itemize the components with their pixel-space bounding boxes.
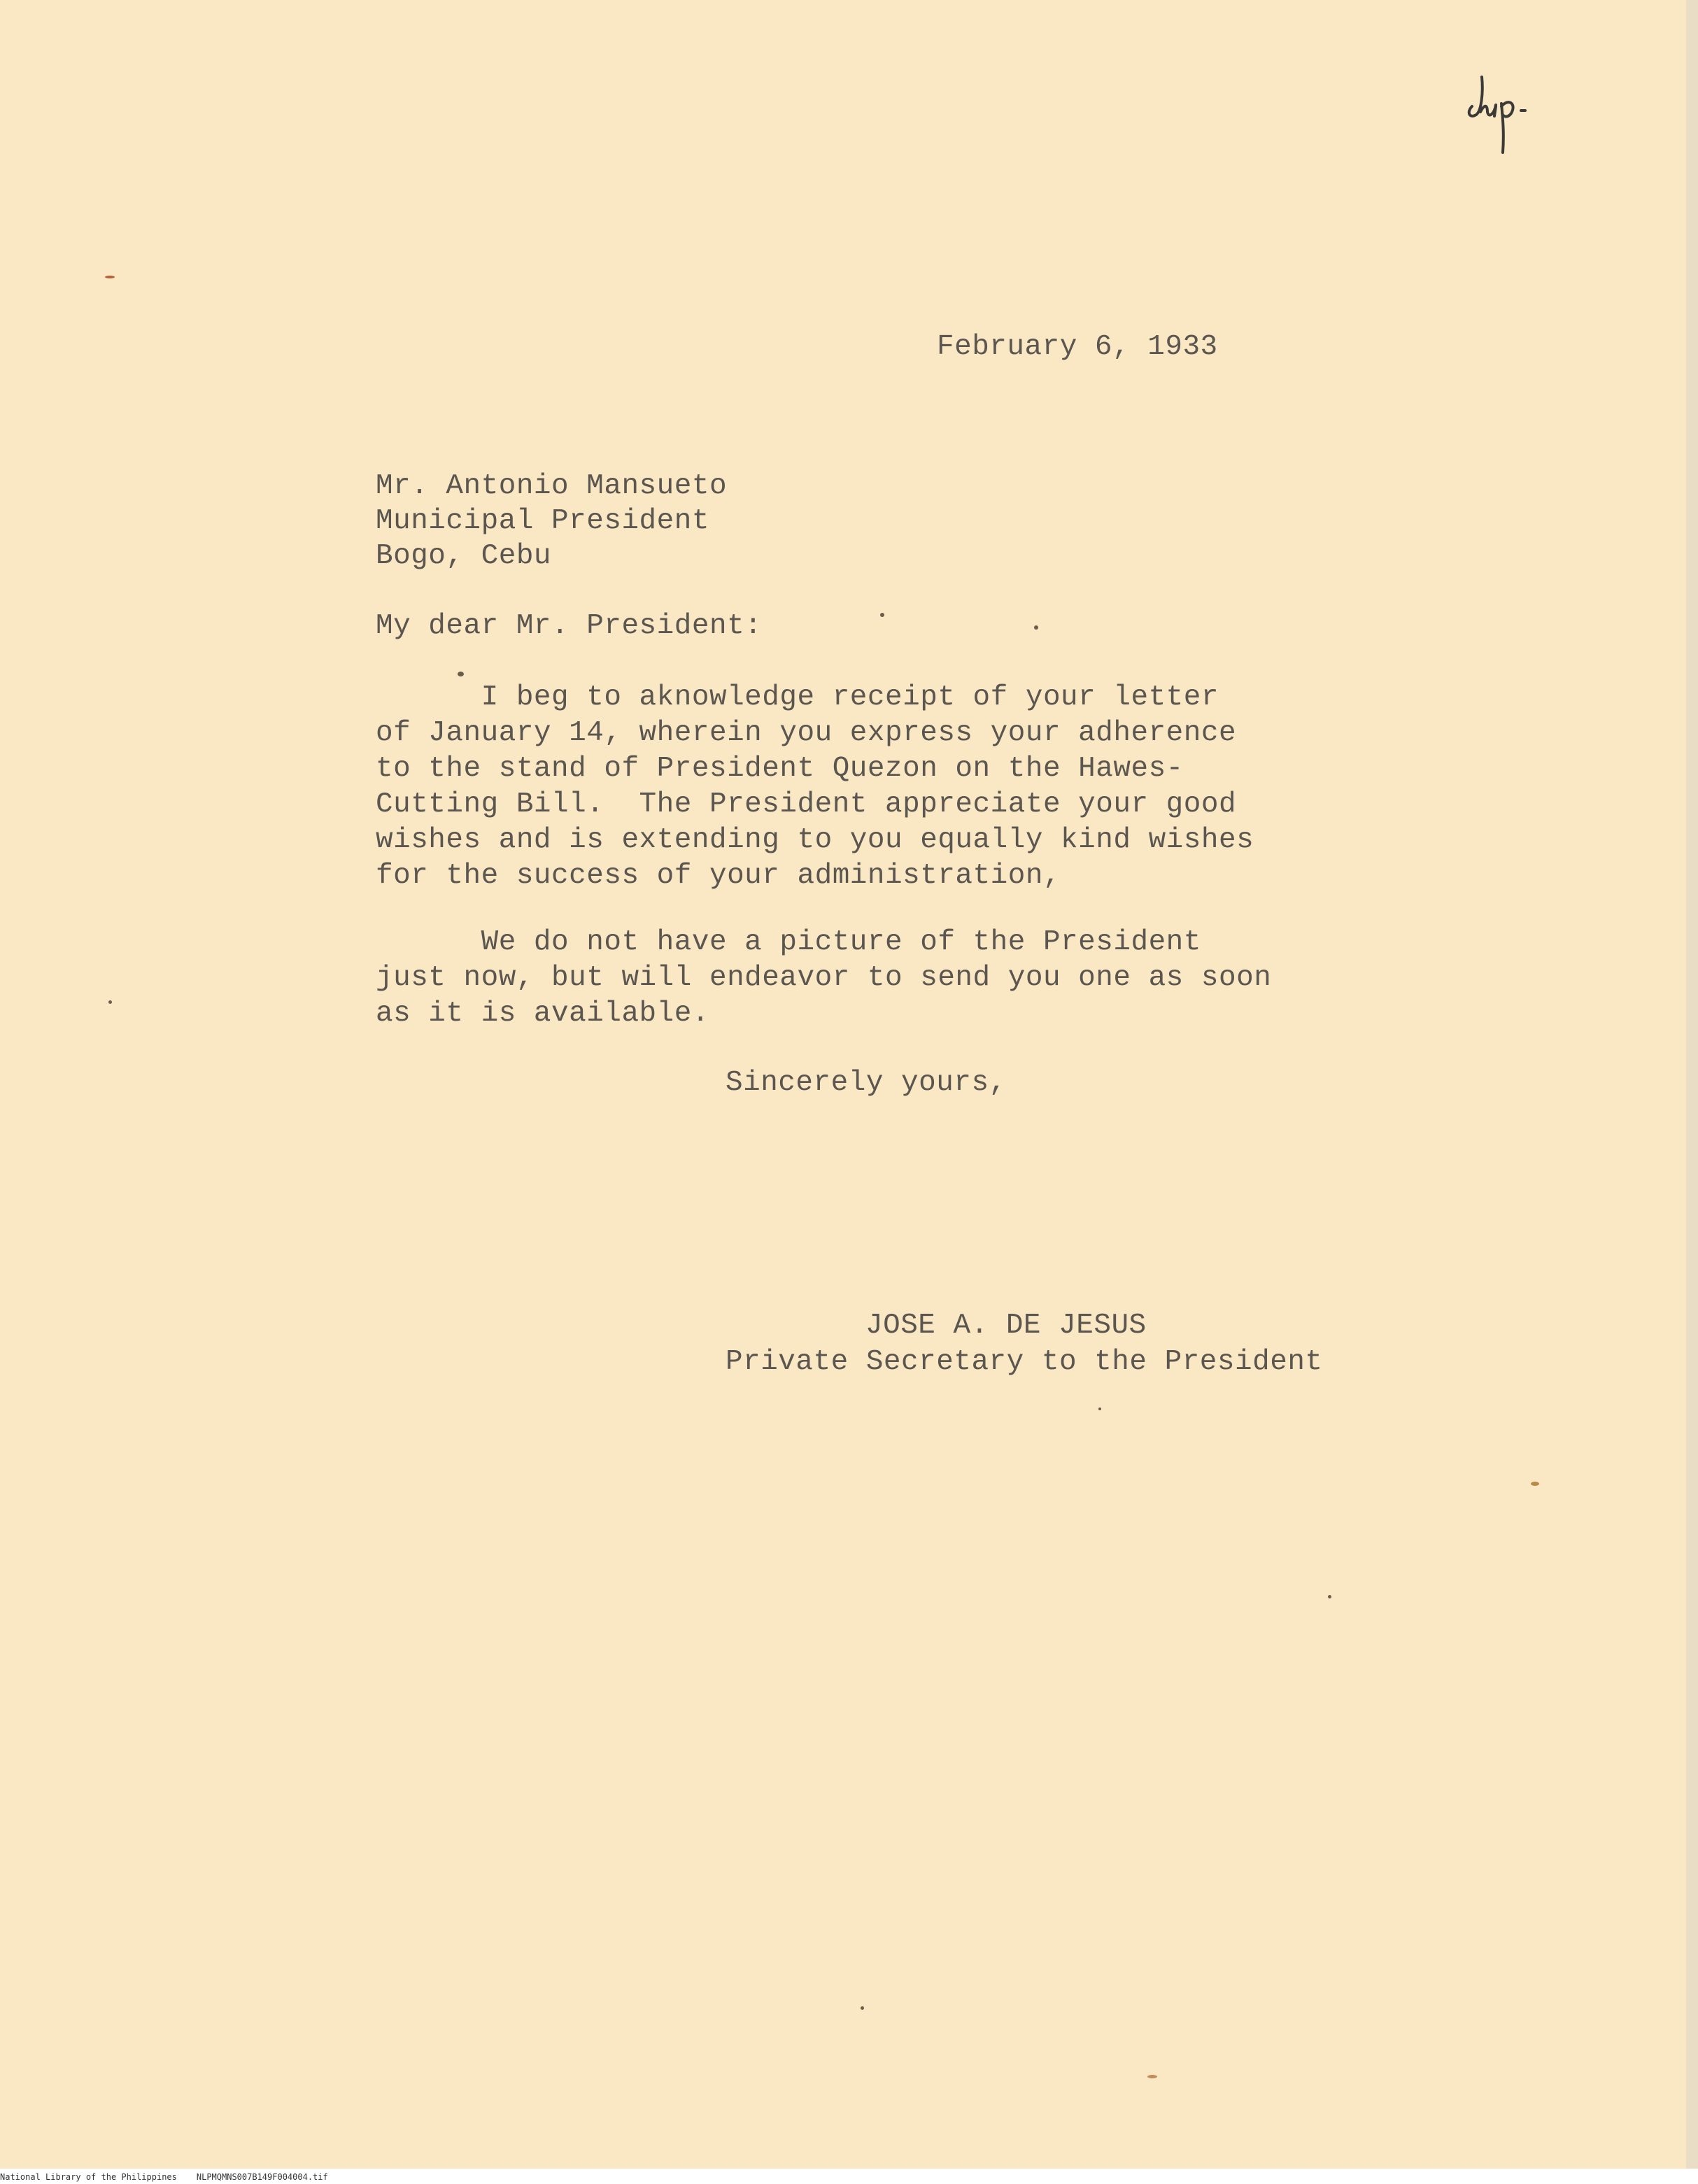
handwritten-dup-mark [1462, 63, 1539, 154]
paragraph-line: wishes and is extending to you equally kind wishes [376, 824, 1254, 856]
paper-speck [1098, 1407, 1101, 1410]
paragraph-line: just now, but will endeavor to send you one as soon [376, 962, 1272, 994]
handwritten-annotation [1462, 63, 1539, 154]
paragraph-line: Cutting Bill. The President appreciate your good [376, 788, 1237, 821]
address-line: Municipal President [376, 505, 709, 537]
body-paragraph-1 [376, 680, 1254, 894]
paragraph-line: as it is available. [376, 998, 709, 1030]
paragraph-line: I beg to aknowledge receipt of your letter [376, 681, 1219, 714]
paragraph-line: of January 14, wherein you express your adherence [376, 717, 1237, 749]
paragraph-line: for the success of your administration, [376, 860, 1061, 892]
signature-title: Private Secretary to the President [726, 1346, 1323, 1378]
scan-footer [0, 2171, 348, 2183]
recipient-address [376, 469, 727, 574]
paper-speck [861, 2006, 864, 2010]
address-line: Mr. Antonio Mansueto [376, 470, 728, 502]
paper-speck [458, 672, 464, 676]
paper-speck [1034, 625, 1038, 630]
footer-archive: National Library of the Philippines [0, 2172, 177, 2182]
paper-speck [105, 276, 115, 278]
footer-filename: NLPMQMNS007B149F004004.tif [196, 2172, 328, 2182]
address-line: Bogo, Cebu [376, 540, 552, 572]
paper-speck [1531, 1482, 1539, 1486]
paragraph-line: to the stand of President Quezon on the Hawes- [376, 753, 1184, 785]
closing: Sincerely yours, [726, 1067, 1007, 1099]
signature-name: JOSE A. DE JESUS [865, 1310, 1147, 1342]
paper-speck [880, 613, 884, 617]
paper-speck [108, 1000, 112, 1004]
paper-speck [1147, 2075, 1157, 2078]
scan-edge-right [1686, 0, 1698, 2184]
salutation: My dear Mr. President: [376, 610, 763, 642]
paragraph-line: We do not have a picture of the President [376, 926, 1201, 958]
letter-date: February 6, 1933 [937, 331, 1218, 363]
paper-speck [1328, 1595, 1331, 1598]
body-paragraph-2 [376, 925, 1271, 1032]
